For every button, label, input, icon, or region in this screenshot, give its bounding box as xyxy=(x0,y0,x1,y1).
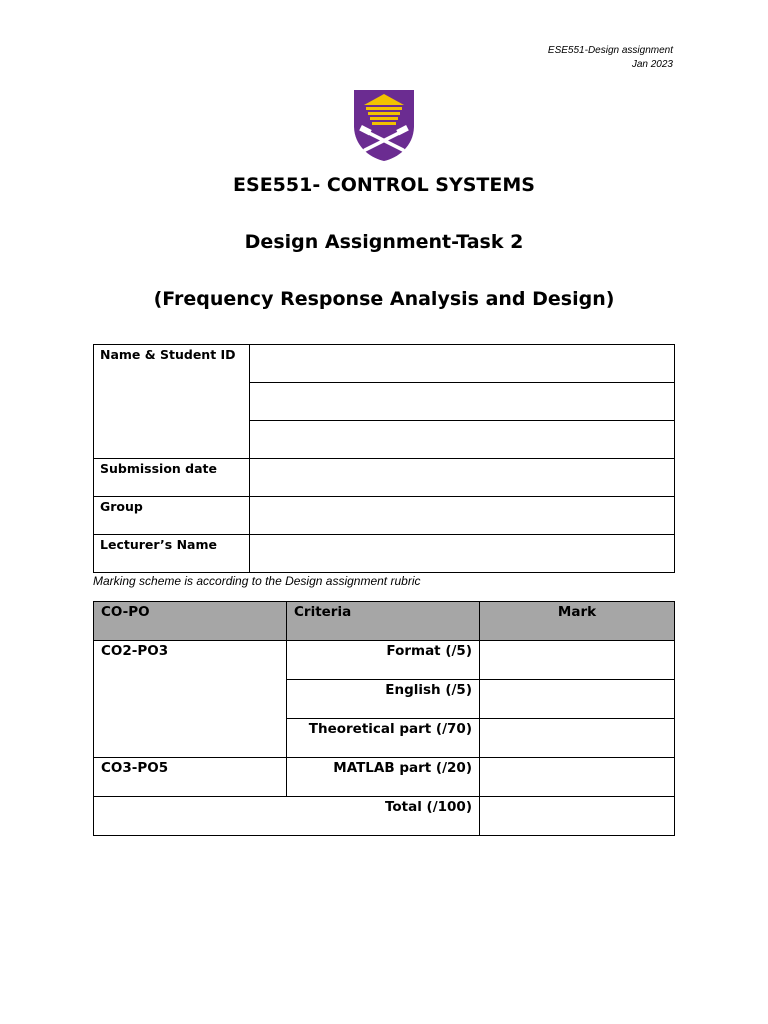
name-field-1[interactable] xyxy=(250,345,675,383)
university-crest-logo xyxy=(352,88,416,162)
lecturer-name-field[interactable] xyxy=(250,535,675,573)
student-info-table xyxy=(93,344,675,573)
header-co-po: CO-PO xyxy=(94,602,287,641)
marking-scheme-note: Marking scheme is according to the Design assignment rubric xyxy=(93,574,421,588)
name-student-id-label: Name & Student ID xyxy=(94,345,250,459)
assignment-title: Design Assignment-Task 2 xyxy=(244,231,524,253)
criteria-cell: English (/5) xyxy=(287,680,480,719)
mark-field-format[interactable] xyxy=(480,641,675,680)
mark-field-english[interactable] xyxy=(480,680,675,719)
header-mark: Mark xyxy=(480,602,675,641)
co-po-cell: CO2-PO3 xyxy=(94,641,287,758)
lecturer-name-label: Lecturer’s Name xyxy=(94,535,250,573)
marking-table xyxy=(93,601,675,836)
name-field-2[interactable] xyxy=(250,383,675,421)
topic-title: (Frequency Response Analysis and Design) xyxy=(153,288,615,310)
criteria-cell: MATLAB part (/20) xyxy=(287,758,480,797)
name-field-3[interactable] xyxy=(250,421,675,459)
mark-field-theoretical[interactable] xyxy=(480,719,675,758)
submission-date-field[interactable] xyxy=(250,459,675,497)
criteria-cell: Theoretical part (/70) xyxy=(287,719,480,758)
group-label: Group xyxy=(94,497,250,535)
header-criteria: Criteria xyxy=(287,602,480,641)
group-field[interactable] xyxy=(250,497,675,535)
document-header xyxy=(548,44,673,72)
header-course-code: ESE551-Design assignment xyxy=(547,45,673,56)
course-title: ESE551- CONTROL SYSTEMS xyxy=(233,174,535,196)
submission-date-label: Submission date xyxy=(94,459,250,497)
header-date: Jan 2023 xyxy=(631,59,673,70)
total-label: Total (/100) xyxy=(94,797,480,836)
co-po-cell: CO3-PO5 xyxy=(94,758,287,797)
mark-field-matlab[interactable] xyxy=(480,758,675,797)
criteria-cell: Format (/5) xyxy=(287,641,480,680)
mark-field-total[interactable] xyxy=(480,797,675,836)
